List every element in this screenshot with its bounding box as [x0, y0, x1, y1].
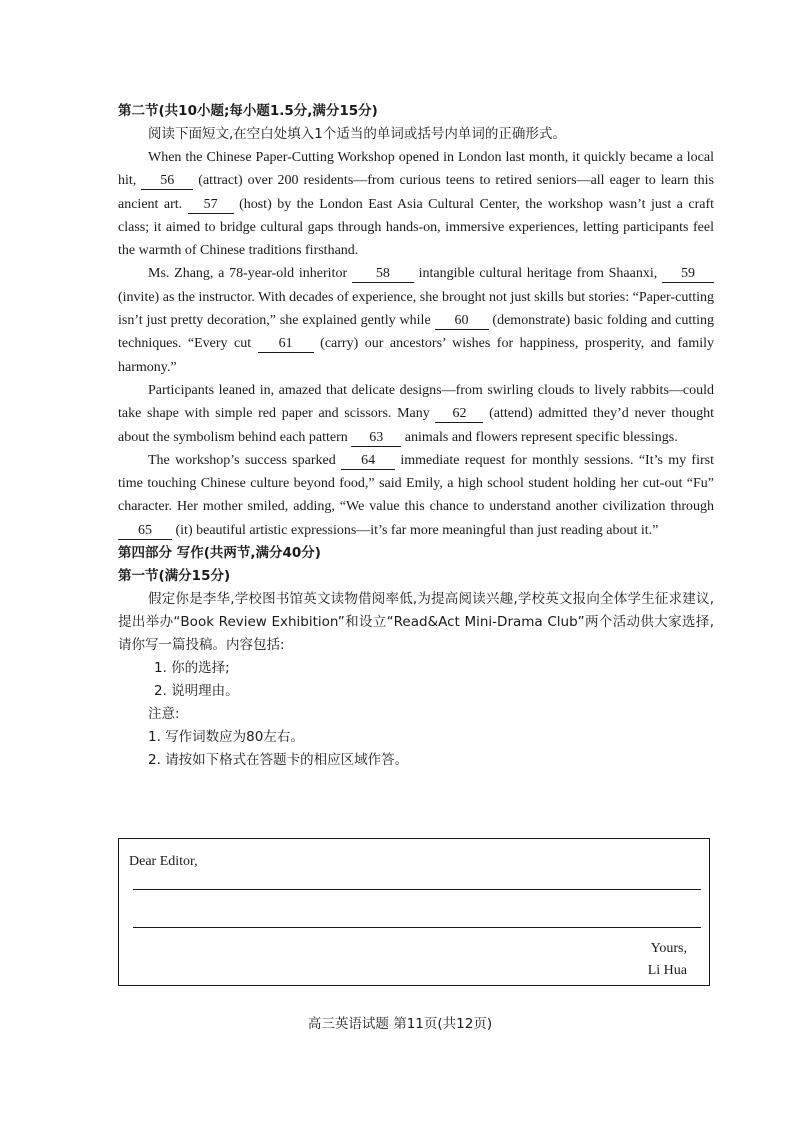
- passage-paragraph-1: When the Chinese Paper-Cutting Workshop opened in London last month, it quickly became a local hit, 56 (attract) over 200 residents—from curious teens to retired seniors—all eager to learn this ancient art. 57 (host) by the London East Asia Cultural Center, the workshop wasn’t just a craft class; it aimed to bridge cultural gaps through hands-on, immersive experiences, letting participants feel the warmth of Chinese traditions firsthand.: [118, 150, 715, 259]
- writing-section1-heading: 第一节(满分15分): [118, 568, 231, 585]
- answer-format-box: [118, 838, 710, 986]
- section2-heading: 第二节(共10小题;每小题1.5分,满分15分): [118, 103, 378, 119]
- section2-instruction: 阅读下面短文,在空白处填入1个适当的单词或括号内单词的正确形式。: [148, 126, 566, 142]
- blank-61[interactable]: 61: [258, 336, 314, 353]
- passage-paragraph-3: Participants leaned in, amazed that delicate designs—from swirling clouds to lively rabbits—could take shape with simple red paper and scissors. Many 62 (attend) admitted they’d never thought about the symbolism behind each pattern 63 animals and flowers represent specific blessings.: [118, 382, 714, 445]
- blank-62[interactable]: 62: [435, 406, 483, 423]
- writing-prompt: 假定你是李华,学校图书馆英文读物借阅率低,为提高阅读兴趣,学校英文报向全体学生征求建议,提出举办“Book Review Exhibition”和设立“Read&Act Mini-Drama Club”两个活动供大家选择,请你写一篇投稿。内容包括:: [118, 591, 714, 654]
- blank-65[interactable]: 65: [118, 523, 172, 540]
- blank-60[interactable]: 60: [435, 313, 489, 330]
- passage-paragraph-4: The workshop’s success sparked 64 immediate request for monthly sessions. “It’s my first time touching Chinese culture beyond food,” said Emily, a high school student holding her cut-out “Fu” character. Her mother smiled, adding, “We value this chance to understand another civilization through 65 (it) beautiful artistic expressions—it’s far more meaningful than just reading about it.”: [118, 452, 714, 538]
- part4-heading: 第四部分 写作(共两节,满分40分): [118, 545, 321, 562]
- writing-line-1[interactable]: [133, 889, 701, 890]
- blank-56[interactable]: 56: [141, 173, 193, 190]
- blank-58[interactable]: 58: [352, 266, 414, 283]
- content-item-2: 2. 说明理由。: [154, 683, 239, 700]
- blank-59[interactable]: 59: [662, 266, 714, 283]
- passage-paragraph-2: Ms. Zhang, a 78-year-old inheritor 58 intangible cultural heritage from Shaanxi, 59 (invite) as the instructor. With decades of experience, she brought not just skills but stories: “Paper-cutting isn’t just pretty decoration,” she explained gently while 60 (demonstrate) basic folding and cutting techniques. “Every cut 61 (carry) our ancestors’ wishes for happiness, prosperity, and family harmony.”: [118, 266, 714, 375]
- blank-57[interactable]: 57: [188, 197, 234, 214]
- blank-64[interactable]: 64: [341, 453, 395, 470]
- letter-closing: Yours,: [650, 941, 687, 956]
- note-item-2: 2. 请按如下格式在答题卡的相应区域作答。: [148, 752, 409, 769]
- note-item-1: 1. 写作词数应为80左右。: [148, 729, 304, 746]
- blank-63[interactable]: 63: [351, 430, 401, 447]
- note-label: 注意:: [148, 706, 180, 723]
- writing-line-2[interactable]: [133, 927, 701, 928]
- letter-greeting: Dear Editor,: [129, 854, 198, 869]
- exam-page: [118, 100, 714, 772]
- letter-signature: Li Hua: [647, 963, 687, 978]
- content-item-1: 1. 你的选择;: [154, 660, 230, 677]
- page-footer: 高三英语试题 第11页(共12页): [307, 1016, 493, 1032]
